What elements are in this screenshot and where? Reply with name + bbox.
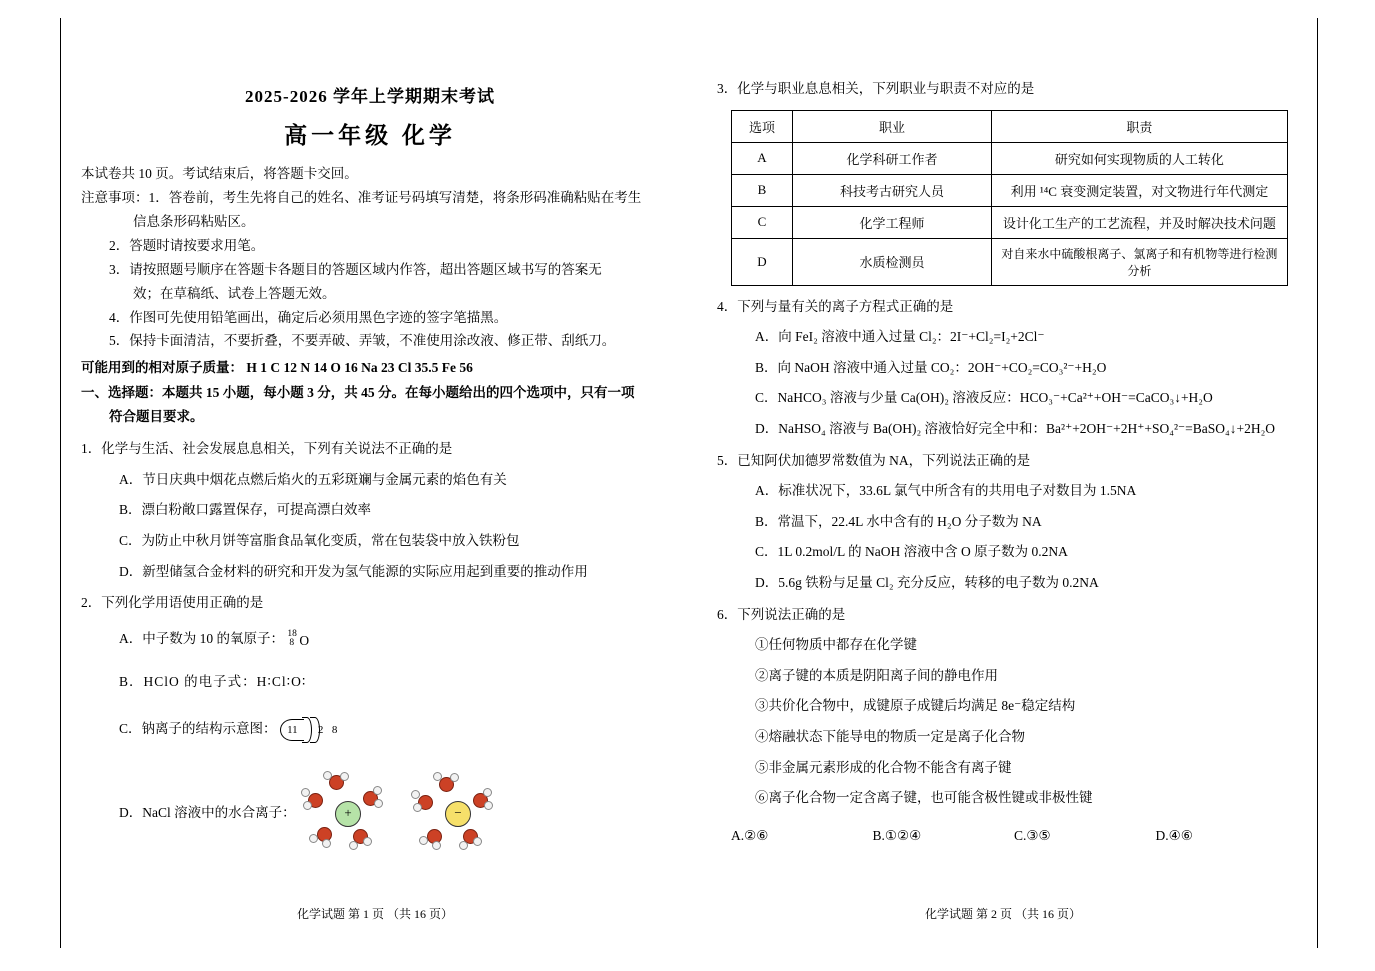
question-4-option-a: A．向 FeI₂ 溶液中通入过量 Cl₂：2I⁻+Cl₂=I₂+2Cl⁻ — [755, 329, 1045, 345]
cell-option: B — [732, 174, 793, 206]
notice-label: 注意事项： — [81, 189, 149, 205]
water-molecule-h — [432, 841, 441, 850]
question-6-statement-6: ⑥离子化合物一定含离子键，也可能含极性键或非极性键 — [755, 790, 1093, 806]
notice-item-4: 4．作图可先使用铅笔画出，确定后必须用黑色字迹的签字笔描黑。 — [109, 309, 508, 325]
cell-duty: 设计化工生产的工艺流程，并及时解决技术问题 — [992, 206, 1288, 238]
notice-block — [81, 188, 659, 209]
water-molecule-h — [323, 771, 332, 780]
cell-job: 水质检测员 — [793, 238, 992, 285]
question-2-option-b-text: B．HClO 的电子式： — [119, 674, 257, 690]
water-molecule-h — [374, 799, 383, 808]
hydrated-ions-diagram — [299, 771, 509, 857]
section-one-text2: 符合题目要求。 — [109, 409, 204, 425]
water-molecule-h — [413, 803, 422, 812]
footer-right: 化学试题 第 2 页 （共 16 页） — [924, 907, 1081, 921]
question-4-option-c: C．NaHCO₃ 溶液与少量 Ca(OH)₂ 溶液反应：HCO₃⁻+Ca²⁺+OH⁻=CaCO₃↓+H₂O — [755, 390, 1213, 406]
notice-item-1b: 信息条形码粘贴区。 — [133, 213, 255, 229]
paper-sheet — [60, 18, 1318, 948]
question-6-statement-2: ②离子键的本质是阴阳离子间的静电作用 — [755, 667, 998, 683]
question-2-option-d — [119, 771, 659, 857]
water-molecule-h — [373, 786, 382, 795]
question-6-statement-5: ⑤非金属元素形成的化合物不能含有离子键 — [755, 759, 1012, 775]
question-1-option-a: A．节日庆典中烟花点燃后焰火的五彩斑斓与金属元素的焰色有关 — [119, 471, 507, 487]
question-6-answer-d: D.④⑥ — [1155, 827, 1193, 843]
question-4-stem: 4．下列与量有关的离子方程式正确的是 — [717, 298, 954, 314]
question-6-answer-c: C.③⑤ — [1014, 827, 1051, 843]
section-one-label: 一、选择题： — [81, 385, 162, 401]
table-row — [732, 142, 1288, 174]
question-3-stem: 3．化学与职业息息相关，下列职业与职责不对应的是 — [717, 81, 1035, 96]
cell-duty: 对自来水中硫酸根离子、氯离子和有机物等进行检测分析 — [992, 238, 1288, 285]
water-molecule-h — [301, 788, 310, 797]
question-2-option-b — [119, 671, 659, 693]
water-molecule-h — [473, 837, 482, 846]
question-5-stem: 5．已知阿伏加德罗常数值为 NA，下列说法正确的是 — [717, 452, 1031, 468]
water-molecule-h — [303, 801, 312, 810]
cation-core: + — [335, 801, 361, 827]
cell-option: C — [732, 206, 793, 238]
anion-core: − — [445, 801, 471, 827]
cell-job: 化学科研工作者 — [793, 142, 992, 174]
question-6-statement-1: ①任何物质中都存在化学键 — [755, 637, 917, 653]
question-1-option-c: C．为防止中秋月饼等富脂食品氧化变质，常在包装袋中放入铁粉包 — [119, 532, 520, 548]
table-row — [732, 238, 1288, 285]
nucleus-charge: 11 — [280, 719, 304, 741]
water-molecule-h — [483, 788, 492, 797]
shell-1-electrons: 2 — [317, 723, 324, 736]
water-molecule-h — [322, 839, 331, 848]
question-1-stem: 1．化学与生活、社会发展息息相关，下列有关说法不正确的是 — [81, 441, 453, 457]
question-4-option-b: B．向 NaOH 溶液中通入过量 CO₂：2OH⁻+CO₂=CO₃²⁻+H₂O — [755, 359, 1107, 375]
sodium-ion-structure-diagram — [280, 717, 348, 743]
question-4-option-d: D．NaHSO₄ 溶液与 Ba(OH)₂ 溶液恰好完全中和：Ba²⁺+2OH⁻+2H⁺+SO₄²⁻=BaSO₄↓+2H₂O — [755, 420, 1276, 436]
water-molecule-h — [349, 841, 358, 850]
water-molecule-h — [459, 841, 468, 850]
question-6-statement-4: ④熔融状态下能导电的物质一定是离子化合物 — [755, 728, 1025, 744]
intro-text: 本试卷共 10 页。考试结束后，将答题卡交回。 — [81, 166, 358, 181]
question-5-option-d: D．5.6g 铁粉与足量 Cl₂ 充分反应，转移的电子数为 0.2NA — [755, 574, 1099, 590]
notice-item-3: 3．请按照题号顺序在答题卡各题目的答题区域内作答，超出答题区域书写的答案无 — [109, 261, 602, 277]
hclo-lewis-structure: H∶Cl∶O∶ — [256, 674, 307, 690]
water-molecule-h — [433, 772, 442, 781]
notice-item-1: 1．答卷前，考生先将自己的姓名、准考证号码填写清楚，将条形码准确粘贴在考生 — [148, 189, 642, 205]
footer-left: 化学试题 第 1 页 （共 16 页） — [296, 907, 453, 921]
oxygen-nuclide-symbol — [287, 628, 315, 648]
cell-job: 化学工程师 — [793, 206, 992, 238]
two-column-layout — [61, 18, 1317, 948]
section-one-text: 本题共 15 小题，每小题 3 分，共 45 分。在每小题给出的四个选项中，只有一项 — [162, 385, 635, 401]
question-5-option-b: B．常温下，22.4L 水中含有的 H₂O 分子数为 NA — [755, 513, 1042, 529]
water-molecule-h — [450, 773, 459, 782]
notice-item-5: 5．保持卡面清洁，不要折叠，不要弄破、弄皱，不准使用涂改液、修正带、刮纸刀。 — [109, 333, 616, 349]
page-title: 2025-2026 学年上学期期末考试 — [245, 87, 495, 106]
question-2-stem: 2．下列化学用语使用正确的是 — [81, 595, 264, 611]
question-6-statement-3: ③共价化合物中，成键原子成键后均满足 8e⁻稳定结构 — [755, 698, 1076, 714]
table-header-job: 职业 — [793, 110, 992, 142]
water-molecule-h — [309, 834, 318, 843]
question-6-answer-a: A.②⑥ — [731, 827, 769, 843]
question-2-option-c-text: C．钠离子的结构示意图： — [119, 720, 277, 736]
notice-item-3b: 效；在草稿纸、试卷上答题无效。 — [133, 285, 336, 301]
water-molecule-h — [363, 837, 372, 846]
atomic-mass-line: 可能用到的相对原子质量： H 1 C 12 N 14 O 16 Na 23 Cl 35.5 Fe 56 — [81, 360, 473, 376]
question-3-table — [731, 110, 1288, 286]
question-6-answer-b: B.①②④ — [872, 827, 922, 843]
atomic-number: 8 — [289, 637, 295, 648]
section-one-heading — [81, 383, 659, 404]
right-column — [689, 18, 1317, 948]
question-6-stem: 6．下列说法正确的是 — [717, 606, 846, 622]
table-header-option: 选项 — [732, 110, 793, 142]
cell-option: A — [732, 142, 793, 174]
cell-duty: 研究如何实现物质的人工转化 — [992, 142, 1288, 174]
question-2-option-a-text: A．中子数为 10 的氧原子： — [119, 630, 284, 646]
question-1-option-d: D．新型储氢合金材料的研究和开发为氢气能源的实际应用起到重要的推动作用 — [119, 563, 588, 579]
table-row — [732, 206, 1288, 238]
question-2-option-a — [119, 628, 659, 650]
table-row — [732, 174, 1288, 206]
shell-2-electrons: 8 — [331, 723, 338, 736]
cell-duty: 利用 ¹⁴C 衰变测定装置，对文物进行年代测定 — [992, 174, 1288, 206]
cell-job: 科技考古研究人员 — [793, 174, 992, 206]
water-molecule-h — [419, 836, 428, 845]
question-5-option-a: A．标准状况下，33.6L 氯气中所含有的共用电子对数目为 1.5NA — [755, 483, 1137, 499]
question-6-answers-row — [731, 825, 1297, 847]
question-5-option-c: C．1L 0.2mol/L 的 NaOH 溶液中含 O 原子数为 0.2NA — [755, 544, 1068, 560]
question-2-option-c — [119, 717, 659, 743]
table-header-row — [732, 110, 1288, 142]
left-column — [61, 18, 689, 948]
water-molecule-h — [411, 790, 420, 799]
question-2-option-d-text: D．NaCl 溶液中的水合离子： — [119, 804, 296, 820]
element-symbol: O — [299, 632, 310, 648]
cell-option: D — [732, 238, 793, 285]
water-molecule-h — [484, 801, 493, 810]
question-1-option-b: B．漂白粉敞口露置保存，可提高漂白效率 — [119, 502, 372, 518]
water-molecule-h — [340, 772, 349, 781]
page-subtitle: 高一年级 化学 — [284, 123, 456, 148]
notice-item-2: 2．答题时请按要求用笔。 — [109, 237, 265, 253]
mass-number: 18 — [287, 628, 297, 639]
table-header-duty: 职责 — [992, 110, 1288, 142]
